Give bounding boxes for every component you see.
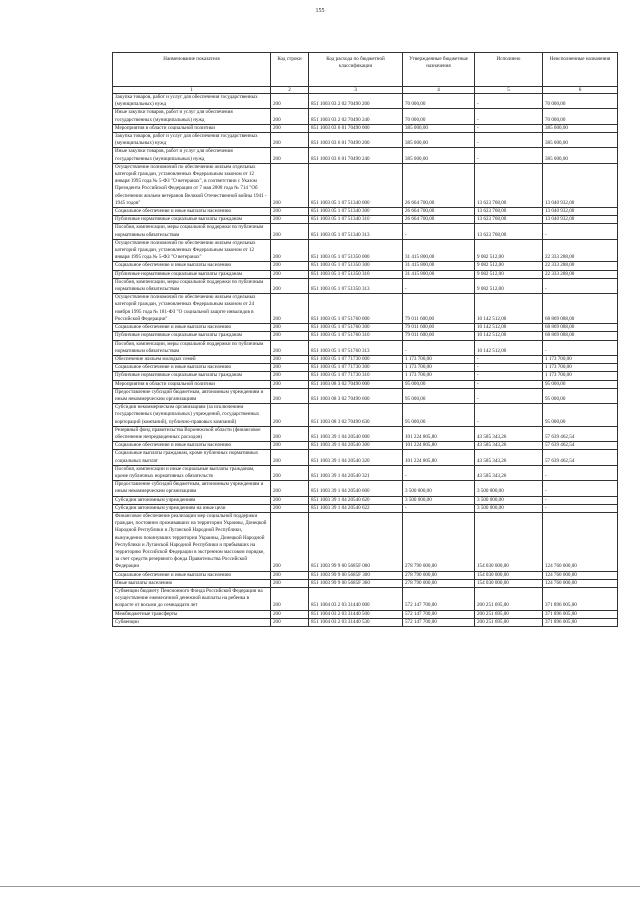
row-approved-cell: 385 000,00 — [403, 124, 475, 132]
row-classification-cell: 851 1003 99 9 00 5685F 360 — [309, 579, 403, 587]
row-line-code-cell: 200 — [271, 588, 309, 611]
row-classification-cell: 851 1003 39 1 04 20540 620 — [309, 496, 403, 504]
row-classification-cell: 851 1003 99 9 00 5685F 000 — [309, 512, 403, 571]
row-line-code-cell: 200 — [271, 442, 309, 450]
row-line-code-cell: 200 — [271, 512, 309, 571]
table-body — [113, 94, 618, 627]
header-executed: Исполнено — [475, 53, 543, 87]
row-name-cell: Субсидии автономным учреждениям — [113, 496, 271, 504]
table-row — [113, 512, 618, 571]
row-approved-cell: 385 000,00 — [403, 148, 475, 163]
row-name-cell: Субсидии автономным учреждениям на иные цели — [113, 504, 271, 512]
table-row — [113, 579, 618, 587]
row-executed-cell: 43 585 343,26 — [475, 465, 543, 480]
row-executed-cell: 13 623 768,00 — [475, 224, 543, 239]
row-approved-cell: 79 011 600,00 — [403, 294, 475, 324]
row-approved-cell: 1 173 700,00 — [403, 364, 475, 372]
row-name-cell: Осуществление полномочий по обеспечению жильем отдельных категорий граждан, установленных Федеральным законом от 12 января 1995 года № 5-ФЗ "О ветеранах", в соответствии с Указом Президента Российской Федерации от 7 мая 2008 года № 714 "Об обеспечении жильем ветеранов Великой Отечественной войны 1941 - 1945 годов" — [113, 163, 271, 207]
table-row — [113, 426, 618, 441]
row-classification-cell: 851 1003 05 1 07 51340 300 — [309, 208, 403, 216]
column-number-row — [113, 87, 618, 94]
page-number: 155 — [315, 8, 325, 14]
column-number: 6 — [543, 87, 618, 94]
row-classification-cell: 851 1004 03 2 03 31440 500 — [309, 610, 403, 618]
row-remaining-cell: 1 173 700,00 — [543, 364, 618, 372]
row-approved-cell: 385 000,00 — [403, 133, 475, 148]
table-row — [113, 332, 618, 340]
row-executed-cell: 10 142 512,00 — [475, 340, 543, 355]
row-executed-cell: - — [475, 355, 543, 363]
table-row — [113, 388, 618, 403]
row-executed-cell: - — [475, 94, 543, 109]
table-row — [113, 270, 618, 278]
row-executed-cell: 43 585 343,26 — [475, 426, 543, 441]
row-executed-cell: 10 142 512,00 — [475, 332, 543, 340]
column-number: 4 — [403, 87, 475, 94]
row-approved-cell: - — [403, 504, 475, 512]
table-row — [113, 148, 618, 163]
row-executed-cell: 9 082 512,00 — [475, 278, 543, 293]
row-approved-cell: 1 173 700,00 — [403, 355, 475, 363]
row-remaining-cell: 68 869 088,00 — [543, 294, 618, 324]
row-name-cell: Публичные нормативные социальные выплаты гражданам — [113, 216, 271, 224]
row-executed-cell: - — [475, 404, 543, 427]
row-line-code-cell: 200 — [271, 262, 309, 270]
header-approved: Утвержденные бюджетные назначения — [403, 53, 475, 87]
row-approved-cell: 572 147 700,00 — [403, 618, 475, 626]
row-executed-cell: - — [475, 109, 543, 124]
row-classification-cell: 851 1003 05 1 07 51350 313 — [309, 278, 403, 293]
row-executed-cell: 3 500 000,00 — [475, 481, 543, 496]
row-line-code-cell: 200 — [271, 610, 309, 618]
row-line-code-cell: 200 — [271, 133, 309, 148]
row-remaining-cell: 95 000,00 — [543, 404, 618, 427]
row-approved-cell: 572 147 700,00 — [403, 610, 475, 618]
row-classification-cell: 851 1003 39 1 04 20540 000 — [309, 426, 403, 441]
row-remaining-cell: 371 896 005,00 — [543, 588, 618, 611]
row-line-code-cell: 200 — [271, 124, 309, 132]
row-line-code-cell: 200 — [271, 324, 309, 332]
row-classification-cell: 851 1003 05 1 07 71730 000 — [309, 355, 403, 363]
row-classification-cell: 851 1003 05 1 07 51350 310 — [309, 270, 403, 278]
row-line-code-cell: 200 — [271, 109, 309, 124]
row-line-code-cell: 200 — [271, 481, 309, 496]
row-remaining-cell: 22 333 288,00 — [543, 270, 618, 278]
row-remaining-cell: 22 333 288,00 — [543, 262, 618, 270]
row-line-code-cell: 200 — [271, 618, 309, 626]
row-remaining-cell: 371 896 005,00 — [543, 618, 618, 626]
row-approved-cell: 79 011 600,00 — [403, 324, 475, 332]
row-approved-cell: 101 224 805,80 — [403, 442, 475, 450]
row-name-cell: Иные выплаты населению — [113, 579, 271, 587]
row-approved-cell: 3 500 000,00 — [403, 496, 475, 504]
row-name-cell: Социальное обеспечение и иные выплаты населению — [113, 262, 271, 270]
row-approved-cell: 26 664 700,00 — [403, 208, 475, 216]
row-classification-cell: 851 1003 03 2 02 70490 240 — [309, 109, 403, 124]
table-row — [113, 571, 618, 579]
row-line-code-cell: 200 — [271, 216, 309, 224]
row-executed-cell: 154 030 000,00 — [475, 512, 543, 571]
row-executed-cell: 200 251 695,00 — [475, 618, 543, 626]
row-approved-cell: - — [403, 465, 475, 480]
table-row — [113, 588, 618, 611]
row-name-cell: Осуществление полномочий по обеспечению жильем отдельных категорий граждан, установленных Федеральным законом от 12 января 1995 года № 5-ФЗ "О ветеранах" — [113, 239, 271, 262]
row-approved-cell: - — [403, 224, 475, 239]
row-executed-cell: 154 030 000,00 — [475, 579, 543, 587]
row-remaining-cell: 95 000,00 — [543, 380, 618, 388]
row-name-cell: Социальные выплаты гражданам, кроме публичных нормативных социальных выплат — [113, 450, 271, 465]
row-executed-cell: 13 623 768,00 — [475, 216, 543, 224]
row-name-cell: Мероприятия в области социальной политики — [113, 380, 271, 388]
table-row — [113, 208, 618, 216]
row-approved-cell: 95 000,00 — [403, 388, 475, 403]
row-line-code-cell: 200 — [271, 332, 309, 340]
row-line-code-cell: 200 — [271, 372, 309, 380]
row-remaining-cell: - — [543, 340, 618, 355]
row-remaining-cell: 124 760 000,00 — [543, 579, 618, 587]
row-remaining-cell: 68 869 088,00 — [543, 332, 618, 340]
row-executed-cell: 9 082 512,00 — [475, 270, 543, 278]
row-classification-cell: 851 1003 05 1 07 51760 000 — [309, 294, 403, 324]
row-classification-cell: 851 1003 05 1 07 51350 000 — [309, 239, 403, 262]
row-name-cell: Социальное обеспечение и иные выплаты населению — [113, 571, 271, 579]
row-remaining-cell: 385 000,00 — [543, 124, 618, 132]
table-row — [113, 450, 618, 465]
row-name-cell: Закупка товаров, работ и услуг для обеспечения государственных (муниципальных) нужд — [113, 133, 271, 148]
row-executed-cell: - — [475, 380, 543, 388]
row-approved-cell: 3 500 000,00 — [403, 481, 475, 496]
row-name-cell: Пособия, компенсации и иные социальные выплаты гражданам, кроме публичных нормативных обязательств — [113, 465, 271, 480]
row-remaining-cell: - — [543, 504, 618, 512]
row-name-cell: Социальное обеспечение и иные выплаты населению — [113, 364, 271, 372]
row-executed-cell: - — [475, 133, 543, 148]
row-classification-cell: 851 1003 05 1 07 51760 313 — [309, 340, 403, 355]
header-indicator-name: Наименование показателя — [113, 53, 271, 87]
row-approved-cell: 101 224 805,80 — [403, 426, 475, 441]
row-line-code-cell: 200 — [271, 278, 309, 293]
row-executed-cell: 200 251 695,00 — [475, 588, 543, 611]
row-executed-cell: 10 142 512,00 — [475, 324, 543, 332]
table-row — [113, 239, 618, 262]
row-approved-cell: 70 000,00 — [403, 109, 475, 124]
row-remaining-cell: 124 760 000,00 — [543, 571, 618, 579]
row-remaining-cell: 22 333 288,00 — [543, 239, 618, 262]
row-approved-cell: 95 000,00 — [403, 404, 475, 427]
table-row — [113, 364, 618, 372]
table-row — [113, 496, 618, 504]
row-name-cell: Предоставление субсидий бюджетным, автономным учреждениям и иным некоммерческим организациям — [113, 388, 271, 403]
row-classification-cell: 851 1003 39 1 04 20540 320 — [309, 450, 403, 465]
table-row — [113, 163, 618, 207]
row-line-code-cell: 200 — [271, 388, 309, 403]
table-row — [113, 504, 618, 512]
table-row — [113, 124, 618, 132]
row-classification-cell: 851 1003 05 1 07 51760 310 — [309, 332, 403, 340]
row-remaining-cell: 70 000,00 — [543, 109, 618, 124]
row-name-cell: Пособия, компенсации, меры социальной поддержки по публичным нормативным обязательствам — [113, 340, 271, 355]
row-name-cell: Социальное обеспечение и иные выплаты населению — [113, 208, 271, 216]
row-remaining-cell: 13 040 932,00 — [543, 163, 618, 207]
row-remaining-cell: - — [543, 481, 618, 496]
row-classification-cell: 851 1004 03 2 03 31440 530 — [309, 618, 403, 626]
row-approved-cell: 95 000,00 — [403, 380, 475, 388]
table-row — [113, 262, 618, 270]
row-approved-cell: 31 415 800,00 — [403, 239, 475, 262]
row-approved-cell: 101 224 805,80 — [403, 450, 475, 465]
row-classification-cell: 851 1003 39 1 04 20540 600 — [309, 481, 403, 496]
row-approved-cell: - — [403, 278, 475, 293]
row-line-code-cell: 200 — [271, 163, 309, 207]
row-line-code-cell: 200 — [271, 364, 309, 372]
row-approved-cell: 31 415 800,00 — [403, 262, 475, 270]
row-line-code-cell: 200 — [271, 340, 309, 355]
row-classification-cell: 851 1004 03 2 03 31440 000 — [309, 588, 403, 611]
row-executed-cell: 9 082 512,00 — [475, 262, 543, 270]
row-classification-cell: 851 1003 39 1 04 20540 622 — [309, 504, 403, 512]
row-line-code-cell: 200 — [271, 208, 309, 216]
row-remaining-cell: 1 173 700,00 — [543, 355, 618, 363]
row-approved-cell: 278 790 000,00 — [403, 571, 475, 579]
row-name-cell: Иные закупки товаров, работ и услуг для обеспечения государственных (муниципальных) нужд — [113, 109, 271, 124]
row-remaining-cell: - — [543, 465, 618, 480]
table-row — [113, 380, 618, 388]
header-remaining: Неисполненные назначения — [543, 53, 618, 87]
table-header-row — [113, 53, 618, 87]
row-classification-cell: 851 1003 08 3 02 70490 630 — [309, 404, 403, 427]
table-row — [113, 355, 618, 363]
row-name-cell: Резервный фонд правительства Воронежской области (финансовое обеспечение непредвиденных расходов) — [113, 426, 271, 441]
header-budget-classification: Код расхода по бюджетной классификации — [309, 53, 403, 87]
row-executed-cell: - — [475, 148, 543, 163]
row-line-code-cell: 200 — [271, 426, 309, 441]
row-remaining-cell: - — [543, 224, 618, 239]
table-row — [113, 481, 618, 496]
row-executed-cell: 43 585 343,26 — [475, 442, 543, 450]
table-row — [113, 94, 618, 109]
row-classification-cell: 851 1003 05 1 07 51340 313 — [309, 224, 403, 239]
header-line-code: Код строки — [271, 53, 309, 87]
row-name-cell: Мероприятия в области социальной политики — [113, 124, 271, 132]
row-classification-cell: 851 1003 03 6 01 70490 240 — [309, 148, 403, 163]
table-row — [113, 404, 618, 427]
row-line-code-cell: 200 — [271, 239, 309, 262]
row-name-cell: Иные закупки товаров, работ и услуг для обеспечения государственных (муниципальных) нужд — [113, 148, 271, 163]
row-approved-cell: 26 664 700,00 — [403, 163, 475, 207]
table-row — [113, 216, 618, 224]
table-row — [113, 324, 618, 332]
row-approved-cell: - — [403, 340, 475, 355]
row-approved-cell: 70 000,00 — [403, 94, 475, 109]
table-row — [113, 109, 618, 124]
row-line-code-cell: 200 — [271, 294, 309, 324]
row-name-cell: Субвенции бюджету Пенсионного Фонда Российской Федерации на осуществление ежемесячной денежной выплаты на ребенка в возрасте от восьми до семнадцати лет — [113, 588, 271, 611]
row-name-cell: Публичные нормативные социальные выплаты гражданам — [113, 270, 271, 278]
row-name-cell: Субвенции — [113, 618, 271, 626]
row-executed-cell: 3 500 000,00 — [475, 496, 543, 504]
row-name-cell: Субсидии некоммерческим организациям (за исключением государственных (муниципальных) учреждений, государственных корпораций (компаний), публично-правовых компаний) — [113, 404, 271, 427]
row-classification-cell: 851 1003 08 3 02 70490 600 — [309, 388, 403, 403]
row-classification-cell: 851 1003 99 9 00 5685F 300 — [309, 571, 403, 579]
row-approved-cell: 79 011 600,00 — [403, 332, 475, 340]
column-number: 1 — [113, 87, 271, 94]
row-remaining-cell: 1 173 700,00 — [543, 372, 618, 380]
row-remaining-cell: 385 000,00 — [543, 148, 618, 163]
row-line-code-cell: 200 — [271, 355, 309, 363]
row-remaining-cell: 57 639 462,54 — [543, 426, 618, 441]
row-line-code-cell: 200 — [271, 404, 309, 427]
column-number: 5 — [475, 87, 543, 94]
row-executed-cell: - — [475, 364, 543, 372]
row-executed-cell: - — [475, 124, 543, 132]
row-classification-cell: 851 1003 05 1 07 51340 310 — [309, 216, 403, 224]
row-remaining-cell: 371 896 005,00 — [543, 610, 618, 618]
row-remaining-cell: 124 760 000,00 — [543, 512, 618, 571]
budget-execution-table — [112, 52, 618, 627]
row-name-cell: Финансовое обеспечение реализации мер социальной поддержки граждан, постоянно проживавших на территории Украины, Донецкой Народной Республики и Луганской Народной Республики, вынужденно покинувших территории Украины, Донецкой Народной Республики и Луганской Народной Республики и прибывших на территорию Российской Федерации в экстренном массовом порядке, за счет средств резервного фонда Правительства Российской Федерации — [113, 512, 271, 571]
row-classification-cell: 851 1003 39 1 04 20540 300 — [309, 442, 403, 450]
row-line-code-cell: 200 — [271, 148, 309, 163]
row-remaining-cell: - — [543, 496, 618, 504]
row-name-cell: Предоставление субсидий бюджетным, автономным учреждениям и иным некоммерческим организациям — [113, 481, 271, 496]
row-line-code-cell: 200 — [271, 224, 309, 239]
table-row — [113, 278, 618, 293]
table-row — [113, 372, 618, 380]
row-classification-cell: 851 1003 05 1 07 71730 300 — [309, 364, 403, 372]
row-classification-cell: 851 1003 05 1 07 71730 310 — [309, 372, 403, 380]
table-row — [113, 442, 618, 450]
row-executed-cell: 154 030 000,00 — [475, 571, 543, 579]
row-name-cell: Обеспечение жильем молодых семей — [113, 355, 271, 363]
row-line-code-cell: 200 — [271, 380, 309, 388]
row-remaining-cell: 57 639 462,54 — [543, 442, 618, 450]
row-remaining-cell: 95 000,00 — [543, 388, 618, 403]
row-approved-cell: 1 173 700,00 — [403, 372, 475, 380]
row-line-code-cell: 200 — [271, 579, 309, 587]
table-row — [113, 133, 618, 148]
row-classification-cell: 851 1003 03 6 01 70490 200 — [309, 133, 403, 148]
row-line-code-cell: 200 — [271, 94, 309, 109]
row-name-cell: Пособия, компенсации, меры социальной поддержки по публичным нормативным обязательствам — [113, 278, 271, 293]
row-approved-cell: 26 664 700,00 — [403, 216, 475, 224]
table-row — [113, 618, 618, 626]
row-line-code-cell: 200 — [271, 504, 309, 512]
row-executed-cell: - — [475, 388, 543, 403]
row-executed-cell: - — [475, 372, 543, 380]
row-line-code-cell: 200 — [271, 450, 309, 465]
table-row — [113, 294, 618, 324]
row-name-cell: Закупка товаров, работ и услуг для обеспечения государственных (муниципальных) нужд — [113, 94, 271, 109]
row-executed-cell: 10 142 512,00 — [475, 294, 543, 324]
table-row — [113, 465, 618, 480]
row-executed-cell: 13 623 768,00 — [475, 208, 543, 216]
column-number: 2 — [271, 87, 309, 94]
row-name-cell: Публичные нормативные социальные выплаты гражданам — [113, 372, 271, 380]
row-classification-cell: 851 1003 39 1 04 20540 321 — [309, 465, 403, 480]
row-remaining-cell: 13 040 932,00 — [543, 208, 618, 216]
row-remaining-cell: 57 639 462,54 — [543, 450, 618, 465]
table-row — [113, 610, 618, 618]
row-name-cell: Социальное обеспечение и иные выплаты населению — [113, 442, 271, 450]
row-executed-cell: 3 500 000,00 — [475, 504, 543, 512]
table-row — [113, 340, 618, 355]
row-approved-cell: 278 790 000,00 — [403, 512, 475, 571]
row-remaining-cell: 68 869 088,00 — [543, 324, 618, 332]
row-name-cell: Межбюджетные трансферты — [113, 610, 271, 618]
row-line-code-cell: 200 — [271, 571, 309, 579]
row-classification-cell: 851 1003 08 3 02 70490 000 — [309, 380, 403, 388]
row-approved-cell: 31 415 800,00 — [403, 270, 475, 278]
row-remaining-cell: 385 000,00 — [543, 133, 618, 148]
row-remaining-cell: 13 040 932,00 — [543, 216, 618, 224]
row-executed-cell: 43 585 343,26 — [475, 450, 543, 465]
row-classification-cell: 851 1003 05 1 07 51340 000 — [309, 163, 403, 207]
row-approved-cell: 572 147 700,00 — [403, 588, 475, 611]
row-line-code-cell: 200 — [271, 270, 309, 278]
row-classification-cell: 851 1003 05 1 07 51760 300 — [309, 324, 403, 332]
table-row — [113, 224, 618, 239]
row-executed-cell: 9 082 512,00 — [475, 239, 543, 262]
page-bottom-rule — [0, 886, 640, 887]
row-line-code-cell: 200 — [271, 496, 309, 504]
row-line-code-cell: 200 — [271, 465, 309, 480]
column-number: 3 — [309, 87, 403, 94]
row-name-cell: Публичные нормативные социальные выплаты гражданам — [113, 332, 271, 340]
row-classification-cell: 851 1003 03 2 02 70490 200 — [309, 94, 403, 109]
row-name-cell: Пособия, компенсации, меры социальной поддержки по публичным нормативным обязательствам — [113, 224, 271, 239]
row-remaining-cell: 70 000,00 — [543, 94, 618, 109]
row-name-cell: Социальное обеспечение и иные выплаты населению — [113, 324, 271, 332]
row-executed-cell: 13 623 768,00 — [475, 163, 543, 207]
row-approved-cell: 278 790 000,00 — [403, 579, 475, 587]
row-remaining-cell: - — [543, 278, 618, 293]
row-name-cell: Осуществление полномочий по обеспечению жильем отдельных категорий граждан, установленных Федеральным законом от 24 ноября 1995 года № 181-ФЗ "О социальной защите инвалидов в Российской Федерации" — [113, 294, 271, 324]
row-classification-cell: 851 1003 03 6 01 70490 000 — [309, 124, 403, 132]
row-executed-cell: 200 251 695,00 — [475, 610, 543, 618]
row-classification-cell: 851 1003 05 1 07 51350 300 — [309, 262, 403, 270]
